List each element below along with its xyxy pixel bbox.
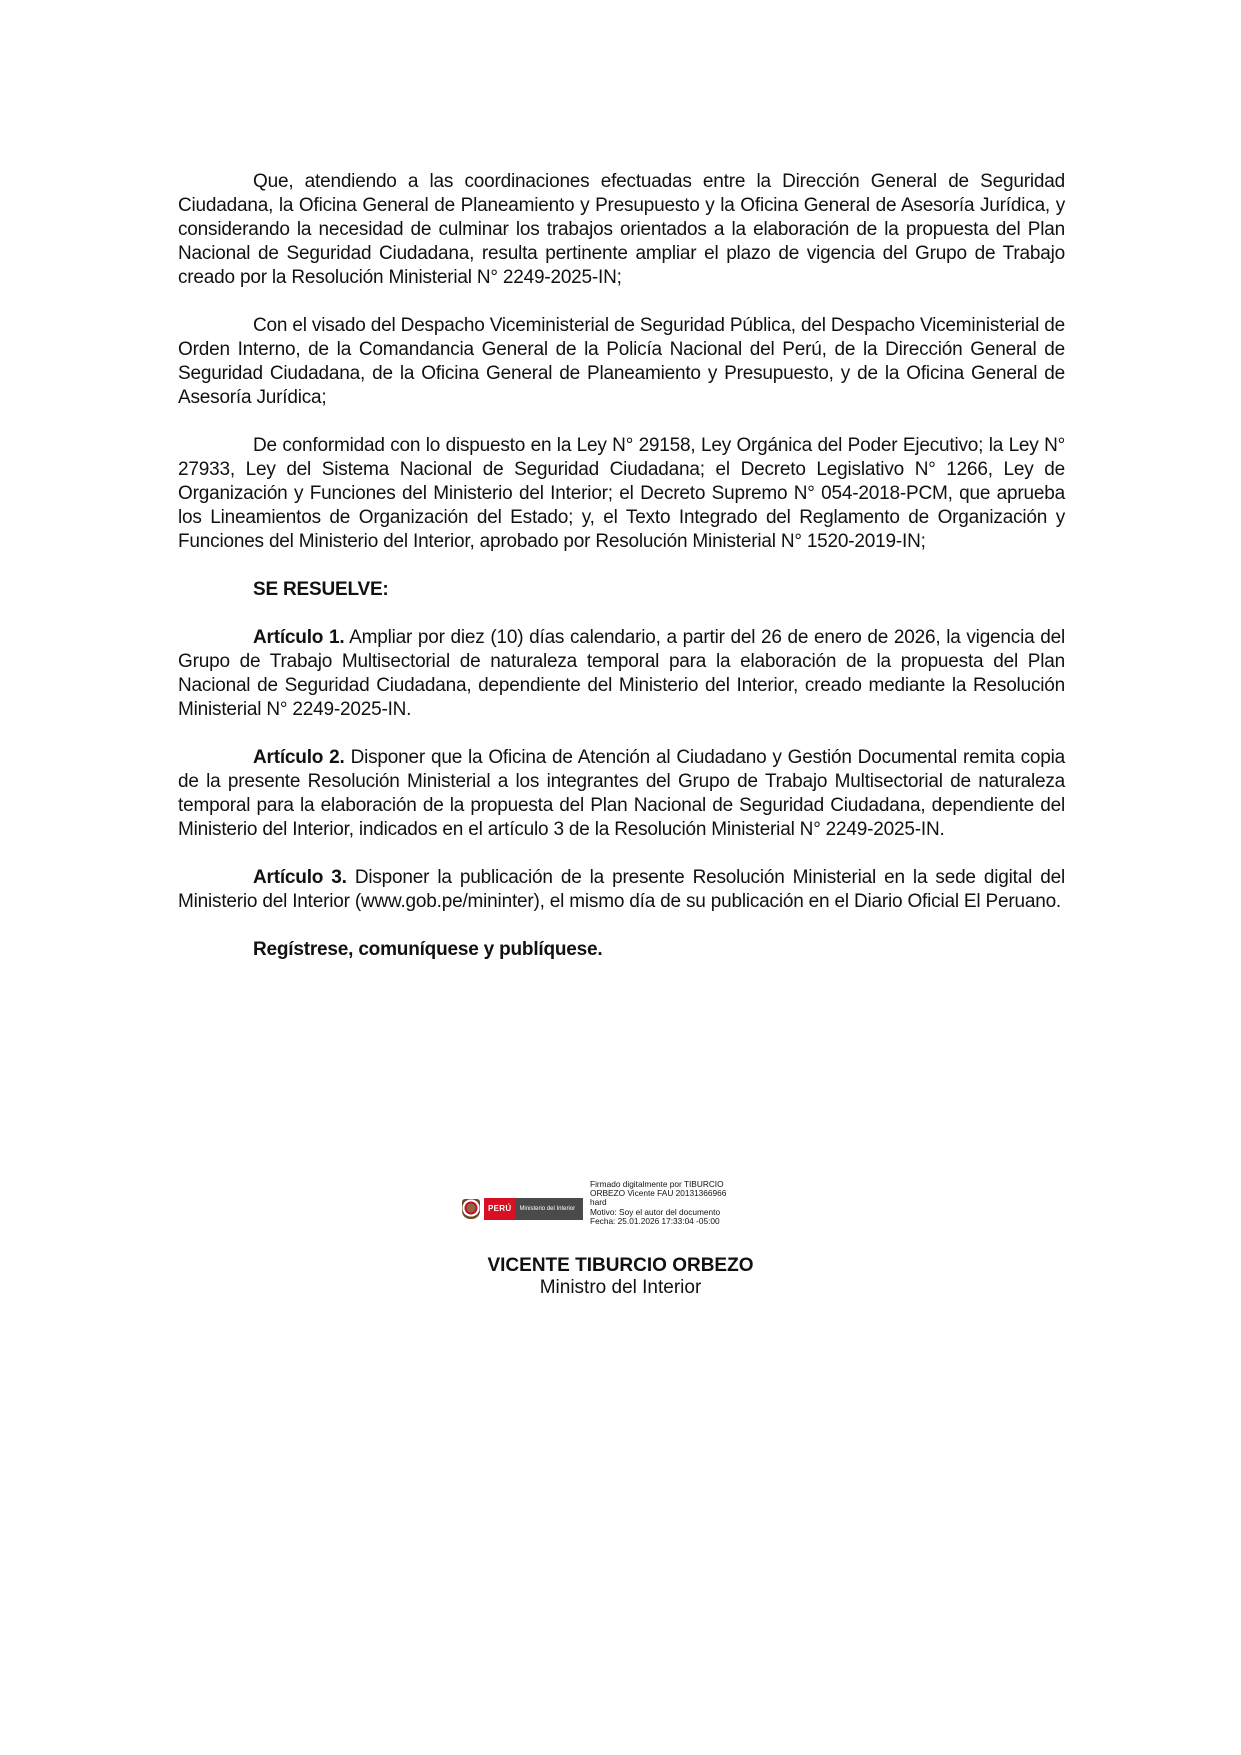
ministry-logo: [462, 1198, 583, 1220]
signature-line: hard: [590, 1197, 607, 1208]
digital-signature-stamp: [462, 1180, 782, 1236]
closing-formula: Regístrese, comuníquese y publíquese.: [253, 939, 603, 960]
article-3-text: Disponer la publicación de la presente Resolución Ministerial en la sede digital del Ministerio del Interior (www.gob.pe/mininter), el mismo día de su publicación en el Diario Oficial El Peruano.: [178, 867, 1065, 912]
article-1-label: Artículo 1.: [253, 627, 345, 648]
document-body: [178, 170, 1065, 962]
coat-of-arms-icon: [462, 1199, 480, 1219]
signature-line: ORBEZO Vicente FAU 20131366966: [590, 1188, 727, 1199]
article-2-text: Disponer que la Oficina de Atención al Ciudadano y Gestión Documental remita copia de la presente Resolución Ministerial a los integrantes del Grupo de Trabajo Multisectorial de naturaleza temporal para la elaboración de la propuesta del Plan Nacional de Seguridad Ciudadana, dependiente del Ministerio del Interior, indicados en el artículo 3 de la Resolución Ministerial N° 2249-2025-IN.: [178, 747, 1065, 840]
signature-details: [590, 1180, 726, 1226]
logo-country: PERÚ: [484, 1198, 515, 1220]
resolve-heading: SE RESUELVE:: [253, 579, 389, 600]
signature-line: Fecha: 25.01.2026 17:33:04 -05:00: [590, 1215, 720, 1226]
paragraph-considerando-1: Que, atendiendo a las coordinaciones efectuadas entre la Dirección General de Seguridad Ciudadana, la Oficina General de Planeamiento y Presupuesto y la Oficina General de Asesoría Jurídica, y considerando la necesidad de culminar los trabajos orientados a la elaboración de la propuesta del Plan Nacional de Seguridad Ciudadana, resulta pertinente ampliar el plazo de vigencia del Grupo de Trabajo creado por la Resolución Ministerial N° 2249-2025-IN;: [178, 171, 1065, 288]
article-1: [178, 626, 1065, 722]
article-1-text: Ampliar por diez (10) días calendario, a partir del 26 de enero de 2026, la vigencia del Grupo de Trabajo Multisectorial de naturaleza temporal para la elaboración de la propuesta del Plan Nacional de Seguridad Ciudadana, dependiente del Ministerio del Interior, creado mediante la Resolución Ministerial N° 2249-2025-IN.: [178, 627, 1066, 720]
logo-entity: Ministerio del Interior: [515, 1198, 583, 1220]
signature-line: Motivo: Soy el autor del documento: [590, 1206, 721, 1217]
paragraph-visado: Con el visado del Despacho Viceministerial de Seguridad Pública, del Despacho Viceministerial de Orden Interno, de la Comandancia General de la Policía Nacional del Perú, de la Dirección General de Seguridad Ciudadana, de la Oficina General de Planeamiento y Presupuesto, y de la Oficina General de Asesoría Jurídica;: [178, 315, 1065, 408]
signature-line: Firmado digitalmente por TIBURCIO: [590, 1179, 724, 1189]
signer-name: VICENTE TIBURCIO ORBEZO: [487, 1255, 754, 1276]
article-3-label: Artículo 3.: [253, 867, 347, 888]
signer-title: Ministro del Interior: [539, 1277, 702, 1298]
article-2: [178, 746, 1065, 842]
article-3: [178, 866, 1065, 914]
article-2-label: Artículo 2.: [253, 747, 345, 768]
paragraph-conformidad: De conformidad con lo dispuesto en la Ley N° 29158, Ley Orgánica del Poder Ejecutivo; la Ley N° 27933, Ley del Sistema Nacional de Seguridad Ciudadana; el Decreto Legislativo N° 1266, Ley de Organización y Funciones del Ministerio del Interior; el Decreto Supremo N° 054-2018-PCM, que aprueba los Lineamientos de Organización del Estado; y, el Texto Integrado del Reglamento de Organización y Funciones del Ministerio del Interior, aprobado por Resolución Ministerial N° 1520-2019-IN;: [178, 435, 1065, 552]
signer-block: [0, 1255, 1241, 1299]
